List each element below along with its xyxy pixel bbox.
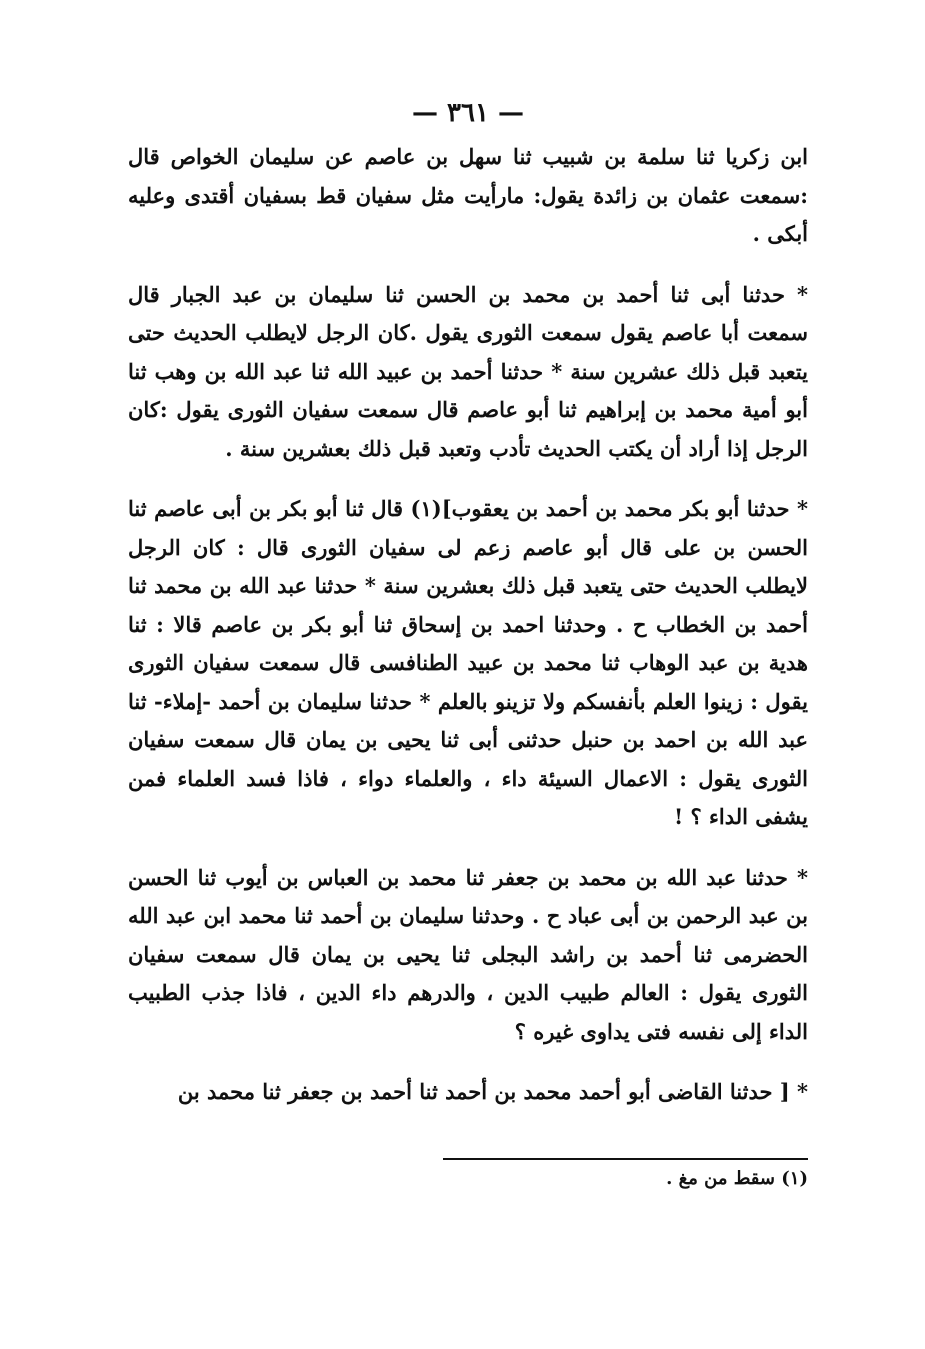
paragraph-1: ابن زكريا ثنا سلمة بن شبيب ثنا سهل بن عاصم عن سليمان الخواص قال :سمعت عثمان بن زائدة يقول: مارأيت مثل سفيان قط بسفيان أقتدى وعليه أبكى . [128,144,808,246]
paragraph-2: * حدثنا أبى ثنا أحمد بن محمد بن الحسن ثنا سليمان بن عبد الجبار قال سمعت أبا عاصم يقول سمعت الثورى يقول .كان الرجل لايطلب الحديث حتى يتعبد قبل ذلك عشرين سنة * حدثنا أحمد بن عبيد الله ثنا عبد الله بن وهب ثنا أبو أمية محمد بن إبراهيم ثنا أبو عاصم قال سمعت سفيان الثورى يقول :كان الرجل إذا أراد أن يكتب الحديث تأدب وتعبد قبل ذلك بعشرين سنة . [128,281,808,461]
paragraph-4: * حدثنا عبد الله بن محمد بن جعفر ثنا محمد بن العباس بن أيوب ثنا الحسن بن عبد الرحمن بن أبى عباد ح . وحدثنا سليمان بن أحمد ثنا محمد ابن عبد الله الحضرمى ثنا أحمد بن راشد البجلى ثنا يحيى بن يمان قال سمعت سفيان الثورى يقول : العالم طبيب الدين ، والدرهم داء الدين ، فاذا جذب الطبيب الداء إلى نفسه فتى يداوى غيره ؟ [128,864,808,1044]
footnote: (١) سقط من مغ . [666,1168,808,1189]
page-number: — ٣٦١ — [411,98,525,128]
footnote-divider [443,1158,808,1160]
paragraph-3: * حدثنا أبو بكر محمد بن أحمد بن يعقوب](١) قال ثنا أبو بكر بن أبى عاصم ثنا الحسن بن على قال أبو عاصم زعم لى سفيان الثورى قال : كان الرجل لايطلب الحديث حتى يتعبد قبل ذلك بعشرين سنة * حدثنا عبد الله بن محمد ثنا أحمد بن الخطاب ح . وحدثنا احمد بن إسحاق ثنا أبو بكر بن عاصم قالا : ثنا هدية بن عبد الوهاب ثنا محمد بن عبيد الطنافسى قال سمعت سفيان الثورى يقول : زينوا العلم بأنفسكم ولا تزينو بالعلم * حدثنا سليمان بن أحمد -إملاء- ثنا عبد الله بن احمد بن حنبل حدثنى أبى ثنا يحيى بن يمان قال سمعت سفيان الثورى يقول : الاعمال السيئة داء ، والعلماء دواء ، فاذا فسد العلماء فمن يشفى الداء ؟ ! [128,496,808,829]
page-body [128,98,808,1112]
paragraph-5: * [ حدثنا القاضى أبو أحمد محمد بن أحمد ثنا أحمد بن جعفر ثنا محمد بن [177,1079,808,1104]
